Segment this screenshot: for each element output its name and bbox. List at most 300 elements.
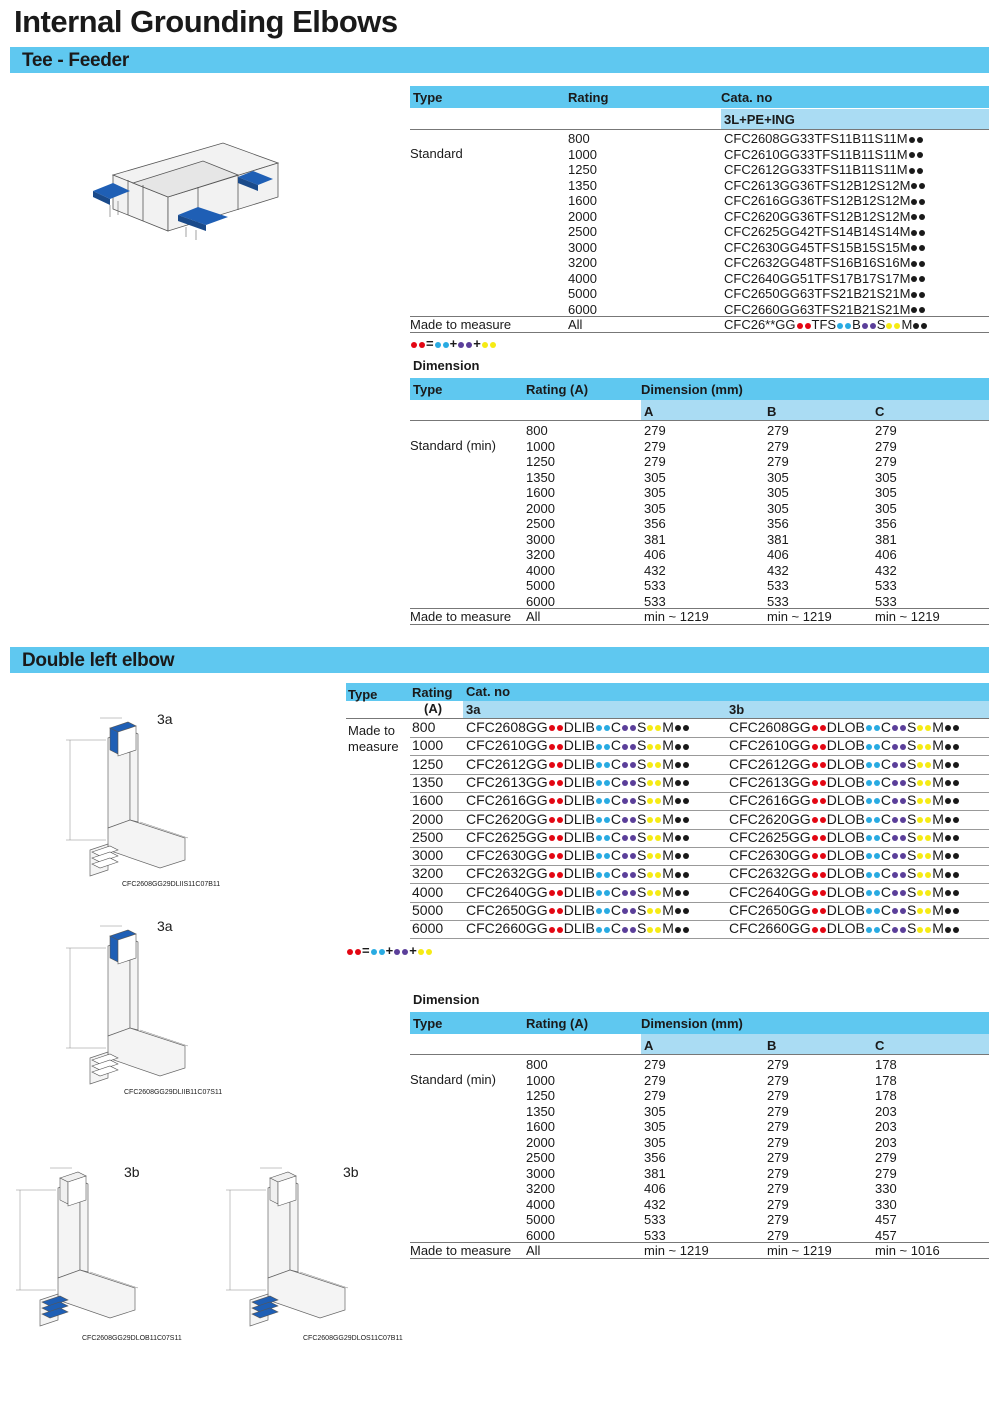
code-part: S — [906, 847, 917, 864]
color-dot — [604, 798, 610, 804]
tee-dim-rating: 4000 — [526, 562, 555, 578]
dle-dim-b: 279 — [767, 1103, 789, 1119]
color-dot — [820, 927, 826, 933]
code-part: C — [610, 847, 621, 864]
dle-dim-b: 279 — [767, 1150, 789, 1165]
code-part: S — [636, 810, 647, 827]
tee-rating: 1600 — [568, 193, 597, 208]
catalog-text: CFC2610GG33TFS11B11S11M — [724, 146, 908, 162]
tee-dim-a: 406 — [644, 547, 666, 562]
catalog-prefix: CFC2630GG — [466, 847, 548, 864]
color-dot — [557, 762, 563, 768]
tee-catalog-number — [724, 131, 924, 146]
color-dot — [866, 725, 872, 731]
catalog-text: CFC2620GG36TFS12B12S12M — [724, 208, 911, 224]
dle-dim-c: 279 — [875, 1150, 897, 1165]
color-dot — [549, 872, 555, 878]
dle-dim-a: 279 — [644, 1088, 666, 1103]
code-part: DLOB — [826, 755, 865, 772]
color-dot — [655, 835, 661, 841]
color-dot — [812, 872, 818, 878]
color-dot — [925, 835, 931, 841]
color-dot — [549, 817, 555, 823]
color-dot — [874, 908, 880, 914]
code-part: C — [610, 719, 621, 735]
color-dot — [953, 890, 959, 896]
tee-dim-rating: 1600 — [526, 485, 555, 500]
color-dot — [874, 872, 880, 878]
color-dot — [622, 872, 628, 878]
tee-dim-a: 381 — [644, 531, 666, 547]
tee-dim-type: Standard (min) — [410, 438, 496, 453]
color-dot — [675, 744, 681, 750]
dle-catalog-a — [466, 812, 690, 827]
dle-catalog-b — [729, 885, 960, 900]
code-part: M — [932, 737, 944, 754]
catalog-prefix: CFC2650GG — [729, 902, 811, 918]
tee-dim-mtm-type: Made to measure — [410, 609, 512, 624]
code-part: M — [662, 773, 674, 790]
tee-catalog-number — [724, 286, 926, 301]
code-part: S — [636, 920, 647, 937]
code-part: C — [880, 737, 891, 754]
color-dot — [874, 762, 880, 768]
color-dot — [683, 853, 689, 859]
color-dot — [945, 853, 951, 859]
color-dot — [683, 744, 689, 750]
dle-dim-c: 457 — [875, 1212, 897, 1227]
dle-dim-mtm-a: min ~ 1219 — [644, 1243, 709, 1258]
color-dot — [683, 835, 689, 841]
code-part: DLIB — [563, 737, 595, 754]
tee-dim-rating: 1000 — [526, 438, 555, 454]
code-part: S — [636, 902, 647, 918]
color-dot — [630, 835, 636, 841]
double-left-elbow-drawing — [10, 1160, 150, 1335]
color-dot — [557, 872, 563, 878]
catalog-prefix: CFC2625GG — [466, 828, 548, 845]
code-part: C — [610, 920, 621, 937]
color-dot — [622, 835, 628, 841]
code-part: M — [662, 828, 674, 845]
code-part: C — [880, 883, 891, 900]
dle-catalog-b — [729, 903, 960, 918]
dle-catalog-a — [466, 793, 690, 808]
tee-dim-b: 356 — [767, 516, 789, 531]
tee-dim-a: 279 — [644, 454, 666, 469]
color-dot — [900, 744, 906, 750]
color-dot — [596, 872, 602, 878]
tee-mtm-rating: All — [568, 317, 583, 332]
code-part: M — [662, 920, 674, 937]
color-dot — [675, 762, 681, 768]
tee-rating: 3200 — [568, 255, 597, 270]
color-dot — [919, 199, 925, 205]
catalog-text: CFC2632GG48TFS16B16S16M — [724, 255, 911, 270]
color-dot — [630, 890, 636, 896]
dle-catalog-b — [729, 921, 960, 936]
dle-catalog-a — [466, 903, 690, 918]
tee-dim-a: 432 — [644, 562, 666, 578]
elbow-variant-label: 3b — [124, 1164, 140, 1180]
tee-dim-c: 305 — [875, 469, 897, 485]
color-dot — [917, 780, 923, 786]
dle-dim-mtm-type: Made to measure — [410, 1243, 512, 1258]
dle-dim-b: 279 — [767, 1196, 789, 1212]
color-dot — [596, 725, 602, 731]
color-dot — [604, 927, 610, 933]
page-title: Internal Grounding Elbows — [14, 4, 398, 39]
code-part: S — [636, 792, 647, 809]
code-part: S — [636, 773, 647, 790]
color-dot — [596, 744, 602, 750]
tee-dim-c: 432 — [875, 562, 897, 578]
color-dot — [909, 137, 915, 143]
code-part: S — [906, 719, 917, 735]
dle-dim-col-dim: Dimension (mm) — [641, 1016, 743, 1031]
color-dot — [604, 890, 610, 896]
color-dot — [917, 168, 923, 174]
code-part: M — [932, 902, 944, 918]
color-dot — [630, 798, 636, 804]
code-part: DLIB — [563, 810, 595, 827]
dle-rating: 3200 — [412, 865, 444, 882]
color-dot — [874, 725, 880, 731]
row-divider — [410, 938, 989, 939]
color-dot — [900, 798, 906, 804]
dle-dim-type: Standard (min) — [410, 1072, 496, 1087]
color-dot — [945, 762, 951, 768]
catalog-prefix: CFC2620GG — [466, 810, 548, 827]
color-dot — [675, 927, 681, 933]
color-dot — [549, 835, 555, 841]
color-dot — [604, 725, 610, 731]
color-dot — [675, 725, 681, 731]
tee-dim-rating: 1350 — [526, 469, 555, 485]
code-part: DLIB — [563, 773, 595, 790]
tee-rating: 3000 — [568, 239, 597, 255]
dle-dim-a: 305 — [644, 1103, 666, 1119]
code-part: S — [906, 773, 917, 790]
tee-rating: 1250 — [568, 162, 597, 177]
code-part: DLOB — [826, 828, 865, 845]
color-dot — [892, 872, 898, 878]
color-dot — [675, 798, 681, 804]
tee-dim-mtm-rating: All — [526, 609, 541, 624]
catalog-prefix: CFC2630GG — [729, 847, 811, 864]
catalog-prefix: CFC2616GG — [729, 792, 811, 809]
color-dot — [820, 744, 826, 750]
dle-rating: 1350 — [412, 773, 444, 790]
tee-col-catno: Cata. no — [721, 90, 773, 105]
color-dot — [900, 725, 906, 731]
color-dot — [892, 835, 898, 841]
double-left-elbow-drawing — [60, 918, 200, 1093]
dle-catalog-b — [729, 720, 960, 735]
code-part: C — [610, 810, 621, 827]
dle-dim-a: 279 — [644, 1057, 666, 1072]
dle-rating: 6000 — [412, 920, 444, 937]
double-left-elbow-drawing — [220, 1160, 360, 1335]
color-dot — [596, 853, 602, 859]
color-dot — [874, 817, 880, 823]
code-part: C — [880, 847, 891, 864]
dle-dim-a: 356 — [644, 1150, 666, 1165]
color-dot — [604, 835, 610, 841]
color-dot — [647, 853, 653, 859]
color-dot — [557, 927, 563, 933]
tee-dim-b: 381 — [767, 531, 789, 547]
color-dot — [675, 908, 681, 914]
tee-rating: 2000 — [568, 208, 597, 224]
dle-dim-rating: 4000 — [526, 1196, 555, 1212]
color-dot — [911, 292, 917, 298]
catalog-prefix: CFC2610GG — [729, 737, 811, 754]
color-dot — [919, 230, 925, 236]
catalog-prefix: CFC2650GG — [466, 902, 548, 918]
color-dot — [683, 798, 689, 804]
color-dot — [604, 744, 610, 750]
color-dot — [945, 872, 951, 878]
color-dot — [655, 853, 661, 859]
color-dot — [604, 762, 610, 768]
catalog-text: CFC2625GG42TFS14B14S14M — [724, 224, 911, 239]
dle-dim-a: 305 — [644, 1134, 666, 1150]
color-dot — [557, 725, 563, 731]
code-part: C — [880, 755, 891, 772]
color-dot — [604, 817, 610, 823]
color-dot — [549, 908, 555, 914]
dle-dim-a: 533 — [644, 1212, 666, 1227]
color-dot — [655, 744, 661, 750]
tee-col-type: Type — [413, 90, 443, 105]
color-dot — [925, 872, 931, 878]
dle-rating: 3000 — [412, 847, 444, 864]
elbow-variant-label: 3a — [157, 711, 173, 727]
tee-dim-title: Dimension — [413, 358, 480, 373]
color-dot — [622, 762, 628, 768]
code-part: M — [662, 792, 674, 809]
dle-dim-c: 203 — [875, 1103, 897, 1119]
color-dot — [820, 908, 826, 914]
tee-dim-b: 432 — [767, 562, 789, 578]
dle-dim-b: 279 — [767, 1134, 789, 1150]
elbow-figure-caption: CFC2608GG29DLOB11C07S11 — [82, 1335, 182, 1342]
elbow-figure-caption: CFC2608GG29DLIIS11C07B11 — [122, 881, 221, 888]
dle-catalog-a — [466, 848, 690, 863]
color-dot — [683, 908, 689, 914]
tee-rating: 800 — [568, 131, 590, 146]
tee-dim-rating: 2500 — [526, 516, 555, 531]
section-band-tee-feeder: Tee - Feeder — [10, 47, 989, 73]
color-dot — [622, 744, 628, 750]
tee-dim-col-b: B — [767, 404, 777, 419]
code-part: DLOB — [826, 920, 865, 937]
color-dot — [945, 780, 951, 786]
dle-dim-mtm-b: min ~ 1219 — [767, 1243, 832, 1258]
color-dot — [557, 817, 563, 823]
color-dot — [630, 872, 636, 878]
dle-dim-rating: 6000 — [526, 1227, 555, 1243]
color-dot — [917, 853, 923, 859]
dle-dim-b: 279 — [767, 1165, 789, 1181]
tee-dim-a: 305 — [644, 500, 666, 516]
color-dot — [549, 780, 555, 786]
code-part: M — [932, 828, 944, 845]
elbow-figure — [60, 918, 200, 1096]
color-dot — [812, 744, 818, 750]
tee-catalog-number — [724, 271, 926, 286]
divider — [410, 1054, 989, 1055]
dle-catalog-b — [729, 848, 960, 863]
color-dot — [596, 780, 602, 786]
color-dot — [630, 780, 636, 786]
dle-catalog-b — [729, 812, 960, 827]
color-dot — [911, 230, 917, 236]
color-dot — [647, 744, 653, 750]
color-dot — [647, 927, 653, 933]
color-dot — [945, 798, 951, 804]
dle-dim-rating: 3000 — [526, 1165, 555, 1181]
code-part: S — [636, 828, 647, 845]
color-dot — [919, 292, 925, 298]
color-dot — [812, 725, 818, 731]
color-dot — [892, 853, 898, 859]
dle-dim-col-type: Type — [413, 1016, 443, 1031]
dle-catalog-b — [729, 793, 960, 808]
tee-rating: 1350 — [568, 177, 597, 193]
code-part: DLOB — [826, 847, 865, 864]
catalog-text: CFC2613GG36TFS12B12S12M — [724, 177, 911, 193]
tee-dim-rating: 3000 — [526, 531, 555, 547]
dle-rating: 1000 — [412, 737, 444, 754]
code-part: S — [906, 810, 917, 827]
color-dot — [604, 908, 610, 914]
color-dot — [683, 890, 689, 896]
color-dot — [866, 927, 872, 933]
divider — [410, 624, 989, 625]
catalog-text: CFC2640GG51TFS17B17S17M — [724, 270, 911, 286]
color-dot — [557, 853, 563, 859]
dle-catalog-a — [466, 720, 690, 735]
tee-feeder-illustration — [88, 135, 288, 245]
color-dot — [866, 908, 872, 914]
dle-dim-b: 279 — [767, 1072, 789, 1088]
color-dot — [596, 817, 602, 823]
tee-dim-c: 381 — [875, 531, 897, 547]
catalog-prefix: CFC2613GG — [729, 773, 811, 790]
color-dot — [675, 835, 681, 841]
tee-catalog-number — [724, 209, 926, 224]
code-part: S — [636, 847, 647, 864]
color-dot — [557, 835, 563, 841]
color-dot — [911, 261, 917, 267]
color-dot — [874, 744, 880, 750]
catalog-prefix: CFC2625GG — [729, 828, 811, 845]
color-dot — [917, 835, 923, 841]
dle-dim-c: 457 — [875, 1227, 897, 1243]
color-dot — [900, 890, 906, 896]
catalog-prefix: CFC2632GG — [729, 865, 811, 882]
color-dot — [655, 725, 661, 731]
catalog-prefix: CFC2616GG — [466, 792, 548, 809]
code-part: S — [906, 737, 917, 754]
tee-dim-c: 406 — [875, 547, 897, 562]
code-part: DLIB — [563, 920, 595, 937]
dle-catalog-a — [466, 866, 690, 881]
tee-dim-subheader — [641, 400, 989, 420]
color-dot — [557, 780, 563, 786]
color-dot — [892, 927, 898, 933]
color-dot — [953, 762, 959, 768]
elbow-variant-label: 3a — [157, 918, 173, 934]
color-dot — [683, 872, 689, 878]
color-dot — [917, 725, 923, 731]
code-part: DLIB — [563, 755, 595, 772]
dle-dim-mtm-c: min ~ 1016 — [875, 1243, 940, 1258]
catalog-prefix: CFC2608GG — [729, 719, 811, 735]
dle-dim-col-rating: Rating (A) — [526, 1016, 589, 1031]
tee-dim-b: 305 — [767, 469, 789, 485]
code-part: S — [636, 737, 647, 754]
color-dot — [604, 853, 610, 859]
color-dot — [622, 927, 628, 933]
color-dot — [892, 798, 898, 804]
color-dot — [917, 744, 923, 750]
dle-dim-c: 330 — [875, 1181, 897, 1196]
dle-catalog-a — [466, 757, 690, 772]
dle-dim-rating: 1000 — [526, 1072, 555, 1088]
code-part: S — [636, 865, 647, 882]
color-dot — [630, 927, 636, 933]
color-dot — [820, 890, 826, 896]
color-dot — [917, 762, 923, 768]
code-part: S — [906, 920, 917, 937]
tee-dim-rating: 2000 — [526, 500, 555, 516]
code-part: M — [932, 920, 944, 937]
code-part: M — [662, 847, 674, 864]
dle-dim-b: 279 — [767, 1057, 789, 1072]
code-part: DLIB — [563, 828, 595, 845]
code-part: S — [906, 755, 917, 772]
color-dot — [953, 927, 959, 933]
dle-catalog-b — [729, 830, 960, 845]
code-part: M — [932, 719, 944, 735]
color-dot — [953, 853, 959, 859]
dle-catalog-b — [729, 775, 960, 790]
code-part: C — [610, 828, 621, 845]
catalog-prefix: CFC2612GG — [466, 755, 548, 772]
code-part: DLIB — [563, 847, 595, 864]
dle-dim-b: 279 — [767, 1181, 789, 1196]
dle-dim-c: 178 — [875, 1072, 897, 1088]
color-dot — [900, 780, 906, 786]
color-dot — [919, 276, 925, 282]
color-dot — [945, 817, 951, 823]
color-dot — [919, 183, 925, 189]
dle-dim-b: 279 — [767, 1088, 789, 1103]
dle-type-line2: measure — [348, 739, 399, 754]
dle-col-rating-unit: (A) — [424, 701, 443, 716]
color-dot — [925, 780, 931, 786]
tee-rating: 6000 — [568, 301, 597, 317]
tee-dim-c: 279 — [875, 454, 897, 469]
tee-dim-c: 279 — [875, 423, 897, 438]
code-part: M — [932, 792, 944, 809]
code-part: M — [662, 755, 674, 772]
color-dot — [911, 245, 917, 251]
dle-dim-title: Dimension — [413, 992, 480, 1007]
